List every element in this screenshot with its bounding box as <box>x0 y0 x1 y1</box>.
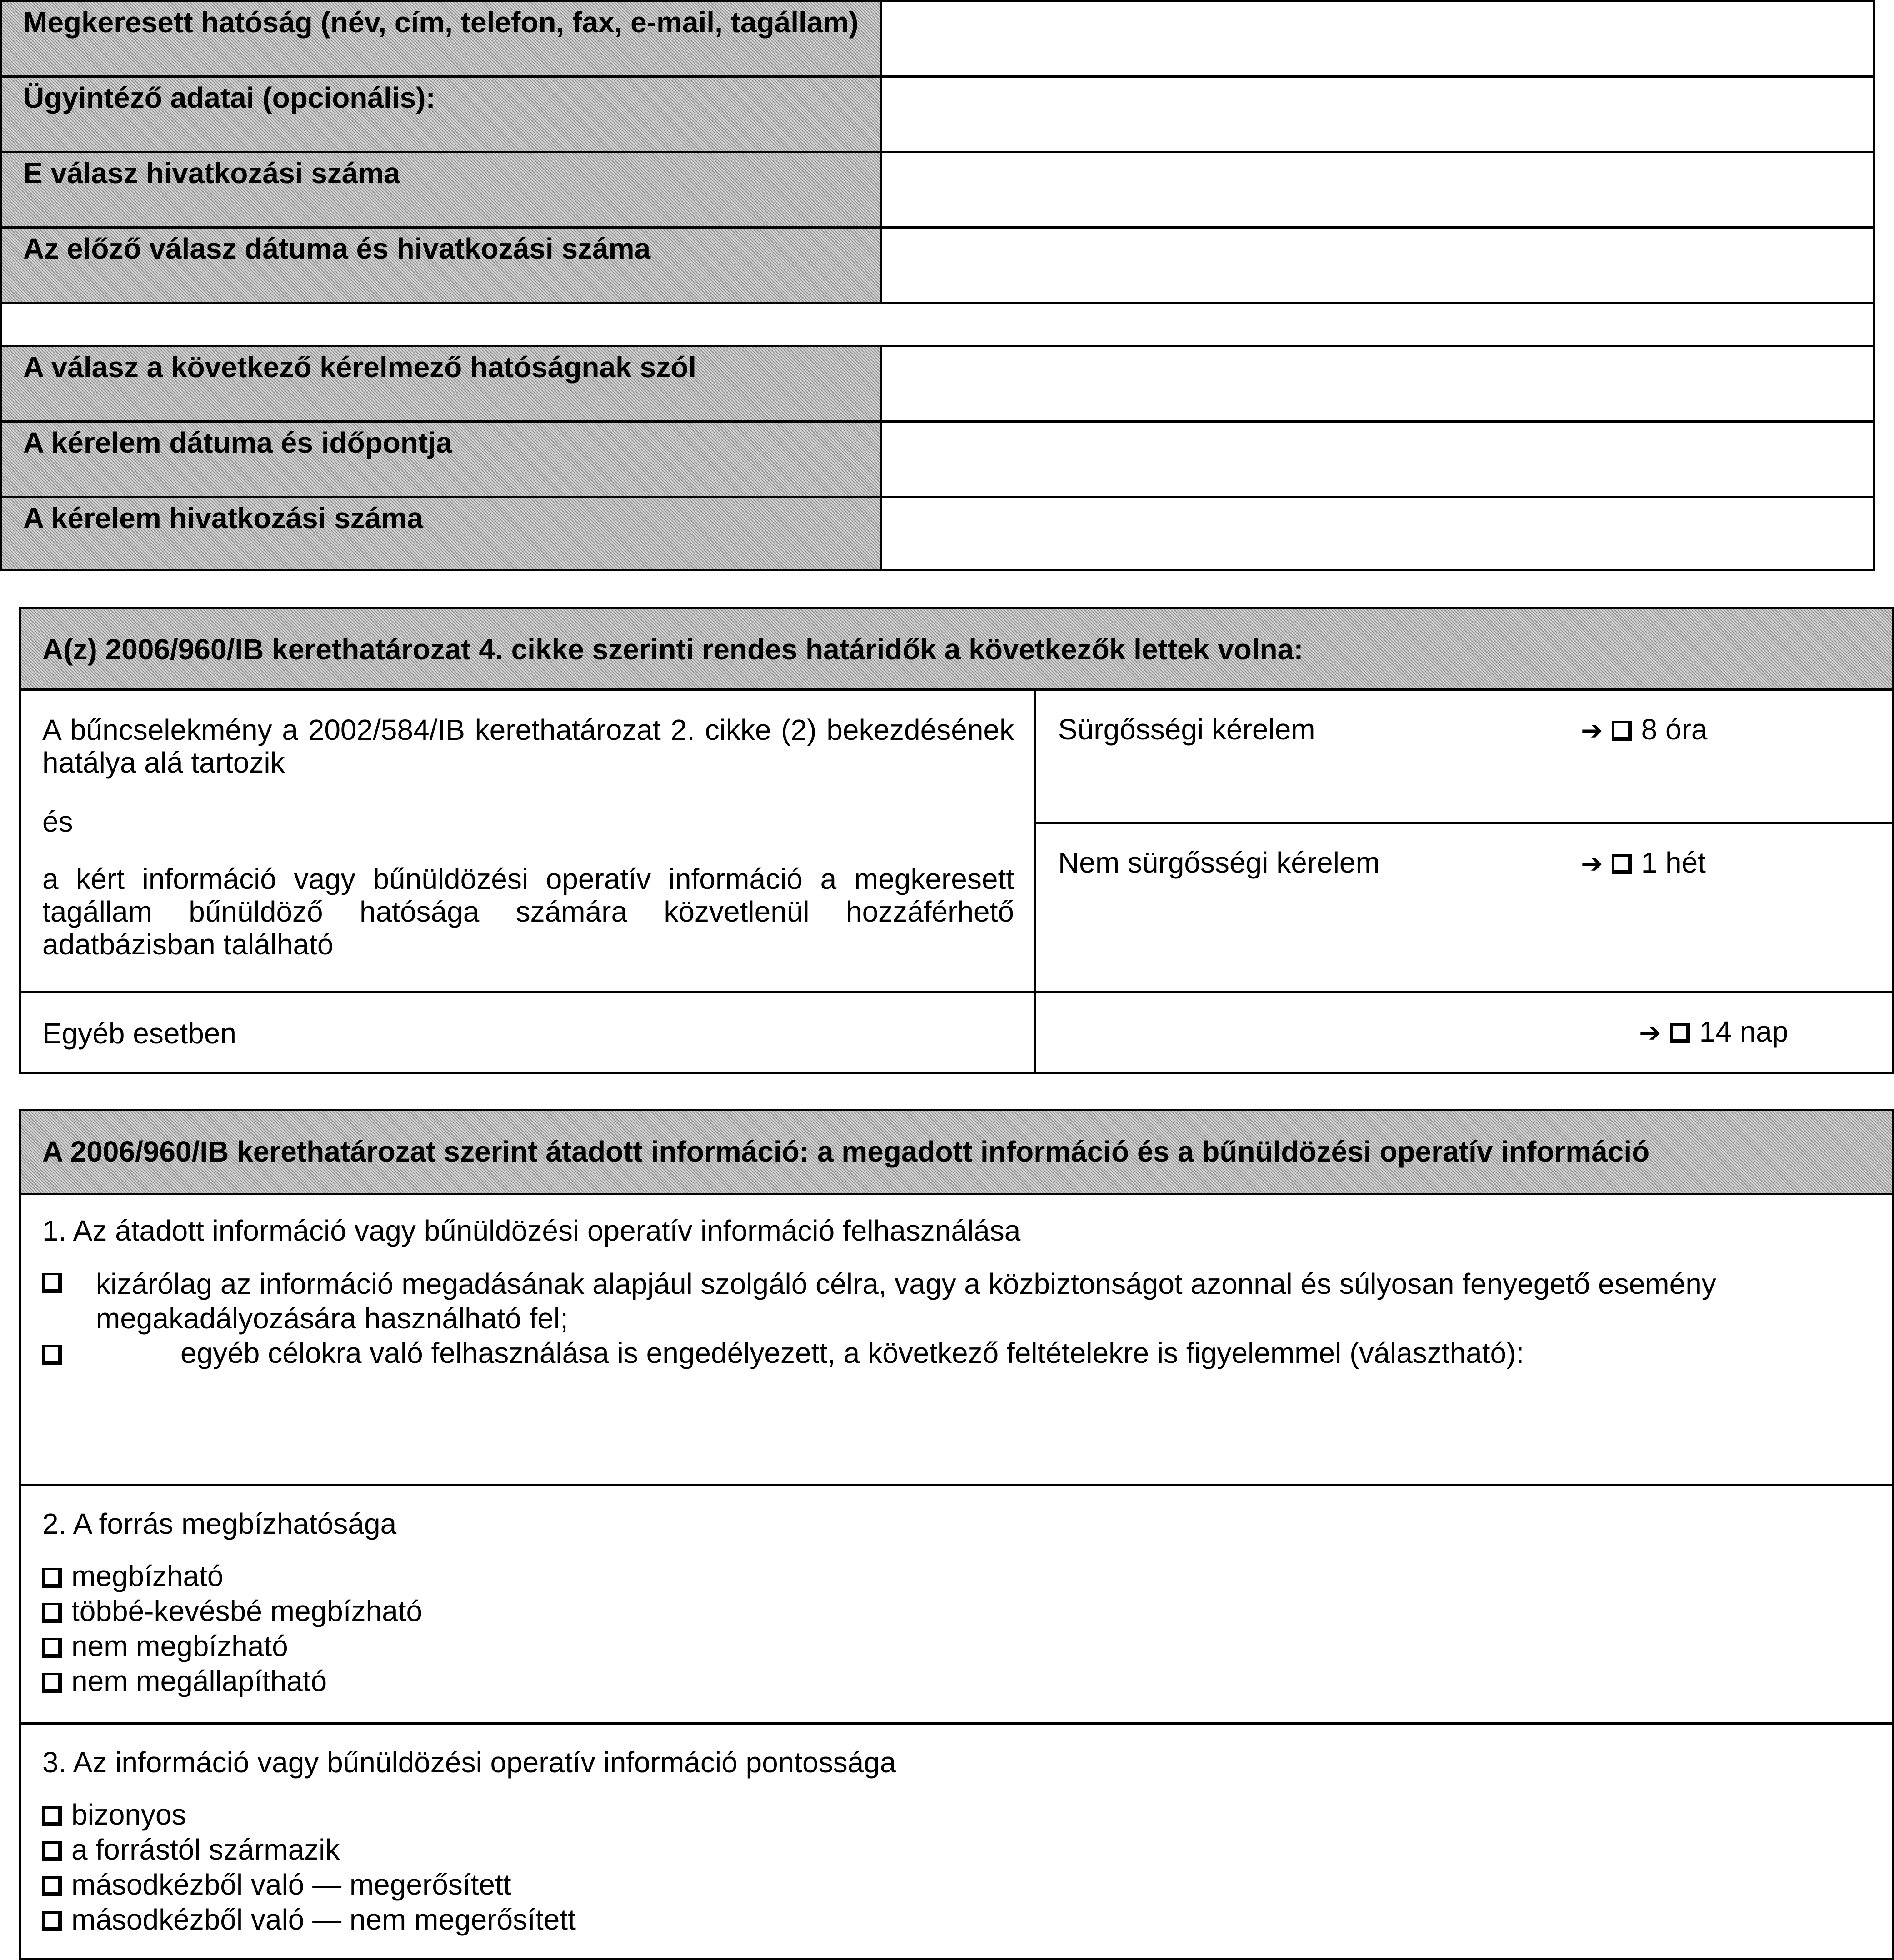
reliability-option <box>42 1559 223 1593</box>
deadline-condition-cell <box>21 691 1036 993</box>
nonurgent-request-cell <box>1036 824 1892 993</box>
condition-text: a kért információ vagy bűnüldözési operatív információ a megkeresett tagállam bűnüldöző hatósága számára közvetlenül hozzáférhető adatbázisban található <box>42 863 1014 961</box>
option-label: többé-kevésbé megbízható <box>71 1595 423 1627</box>
reliability-option <box>42 1664 327 1698</box>
table-row <box>0 0 1875 78</box>
transmitted-information-table <box>19 1109 1894 1960</box>
table-row <box>0 151 1875 229</box>
accuracy-option <box>42 1797 186 1832</box>
table-row <box>0 345 1875 423</box>
checkbox[interactable] <box>42 1876 62 1896</box>
checkbox[interactable] <box>42 1638 62 1658</box>
reliability-option <box>42 1594 422 1628</box>
checkbox[interactable] <box>42 1603 62 1623</box>
field-label: Ügyintéző adatai (opcionális): <box>0 75 882 153</box>
section-title: 2. A forrás megbízhatósága <box>42 1507 397 1540</box>
option-label: másodkézből való — megerősített <box>71 1868 511 1901</box>
checkbox[interactable] <box>42 1568 62 1588</box>
field-label: Az előző válasz dátuma és hivatkozási száma <box>0 226 882 304</box>
field-label: Megkeresett hatóság (név, cím, telefon, fax, e-mail, tagállam) <box>0 0 882 78</box>
section-title: 3. Az információ vagy bűnüldözési operatív információ pontossága <box>42 1746 896 1779</box>
accuracy-section <box>21 1725 1892 1960</box>
spacer-row <box>0 302 1875 347</box>
requested-authority-field[interactable] <box>880 0 1875 78</box>
usage-option-2 <box>42 1336 1524 1370</box>
arrow-right-icon: ➔ <box>1639 1017 1661 1048</box>
option-label: nem megállapítható <box>71 1665 327 1697</box>
handler-details-field[interactable] <box>880 75 1875 153</box>
section-title: 1. Az átadott információ vagy bűnüldözési operatív információ felhasználása <box>42 1214 1021 1247</box>
reply-reference-field[interactable] <box>880 151 1875 229</box>
condition-text: A bűncselekmény a 2002/584/IB kerethatározat 2. cikke (2) bekezdésének hatálya alá tartozik <box>42 713 1014 779</box>
option-label: megbízható <box>71 1560 224 1592</box>
table-row <box>0 75 1875 153</box>
other-option-label: 14 nap <box>1699 1015 1789 1048</box>
nonurgent-option <box>1581 846 1706 879</box>
requested-authority-table <box>0 0 1875 571</box>
accuracy-option <box>42 1902 576 1937</box>
nonurgent-request-label: Nem sürgősségi kérelem <box>1058 846 1380 879</box>
arrow-right-icon: ➔ <box>1581 848 1603 879</box>
nonurgent-option-label: 1 hét <box>1641 846 1706 879</box>
table-row <box>0 496 1875 571</box>
checkbox[interactable] <box>1612 854 1632 874</box>
reliability-section <box>21 1486 1892 1725</box>
accuracy-option <box>42 1832 340 1867</box>
arrow-right-icon: ➔ <box>1581 715 1603 746</box>
other-case-cell: Egyéb esetben <box>21 993 1036 1074</box>
previous-reply-field[interactable] <box>880 226 1875 304</box>
other-option <box>1639 1015 1788 1048</box>
checkbox[interactable] <box>42 1841 62 1861</box>
other-case-option-cell <box>1036 993 1892 1074</box>
reliability-option <box>42 1629 288 1663</box>
requesting-authority-field[interactable] <box>880 345 1875 423</box>
deadlines-header: A(z) 2006/960/IB kerethatározat 4. cikke szerinti rendes határidők a következők lettek volna: <box>21 609 1892 691</box>
checkbox[interactable] <box>42 1673 62 1693</box>
option-label: a forrástól származik <box>71 1833 340 1866</box>
checkbox[interactable] <box>42 1911 62 1931</box>
checkbox[interactable] <box>1670 1023 1690 1043</box>
usage-section <box>21 1195 1892 1486</box>
option-label: másodkézből való — nem megerősített <box>71 1903 576 1936</box>
checkbox[interactable] <box>42 1806 62 1826</box>
urgent-request-cell <box>1036 691 1892 824</box>
request-reference-field[interactable] <box>880 496 1875 571</box>
checkbox[interactable] <box>42 1273 62 1293</box>
request-datetime-field[interactable] <box>880 420 1875 498</box>
urgent-request-label: Sürgősségi kérelem <box>1058 713 1315 746</box>
checkbox[interactable] <box>1612 721 1632 741</box>
option-label: kizárólag az információ megadásának alapjául szolgáló célra, vagy a közbiztonságot azonnal és súlyosan fenyegető esemény megakadályozására használható fel; <box>96 1267 1716 1335</box>
option-label: bizonyos <box>71 1798 186 1831</box>
field-label: E válasz hivatkozási száma <box>0 151 882 229</box>
field-label: A kérelem hivatkozási száma <box>0 496 882 571</box>
field-label: A válasz a következő kérelmező hatóságnak szól <box>0 345 882 423</box>
condition-conjunction: és <box>42 805 73 838</box>
option-label: egyéb célokra való felhasználása is engedélyezett, a következő feltételekre is figyelemmel (választható): <box>180 1337 1524 1369</box>
urgent-option-label: 8 óra <box>1641 713 1708 746</box>
transmitted-information-header: A 2006/960/IB kerethatározat szerint átadott információ: a megadott információ és a bűnüldözési operatív információ <box>21 1111 1892 1195</box>
accuracy-option <box>42 1867 511 1902</box>
deadlines-table <box>19 607 1894 1074</box>
table-row <box>0 226 1875 304</box>
table-row <box>0 420 1875 498</box>
option-label: nem megbízható <box>71 1630 288 1662</box>
urgent-option <box>1581 713 1707 746</box>
field-label: A kérelem dátuma és időpontja <box>0 420 882 498</box>
checkbox[interactable] <box>42 1345 62 1365</box>
usage-option-1 <box>42 1267 1801 1336</box>
